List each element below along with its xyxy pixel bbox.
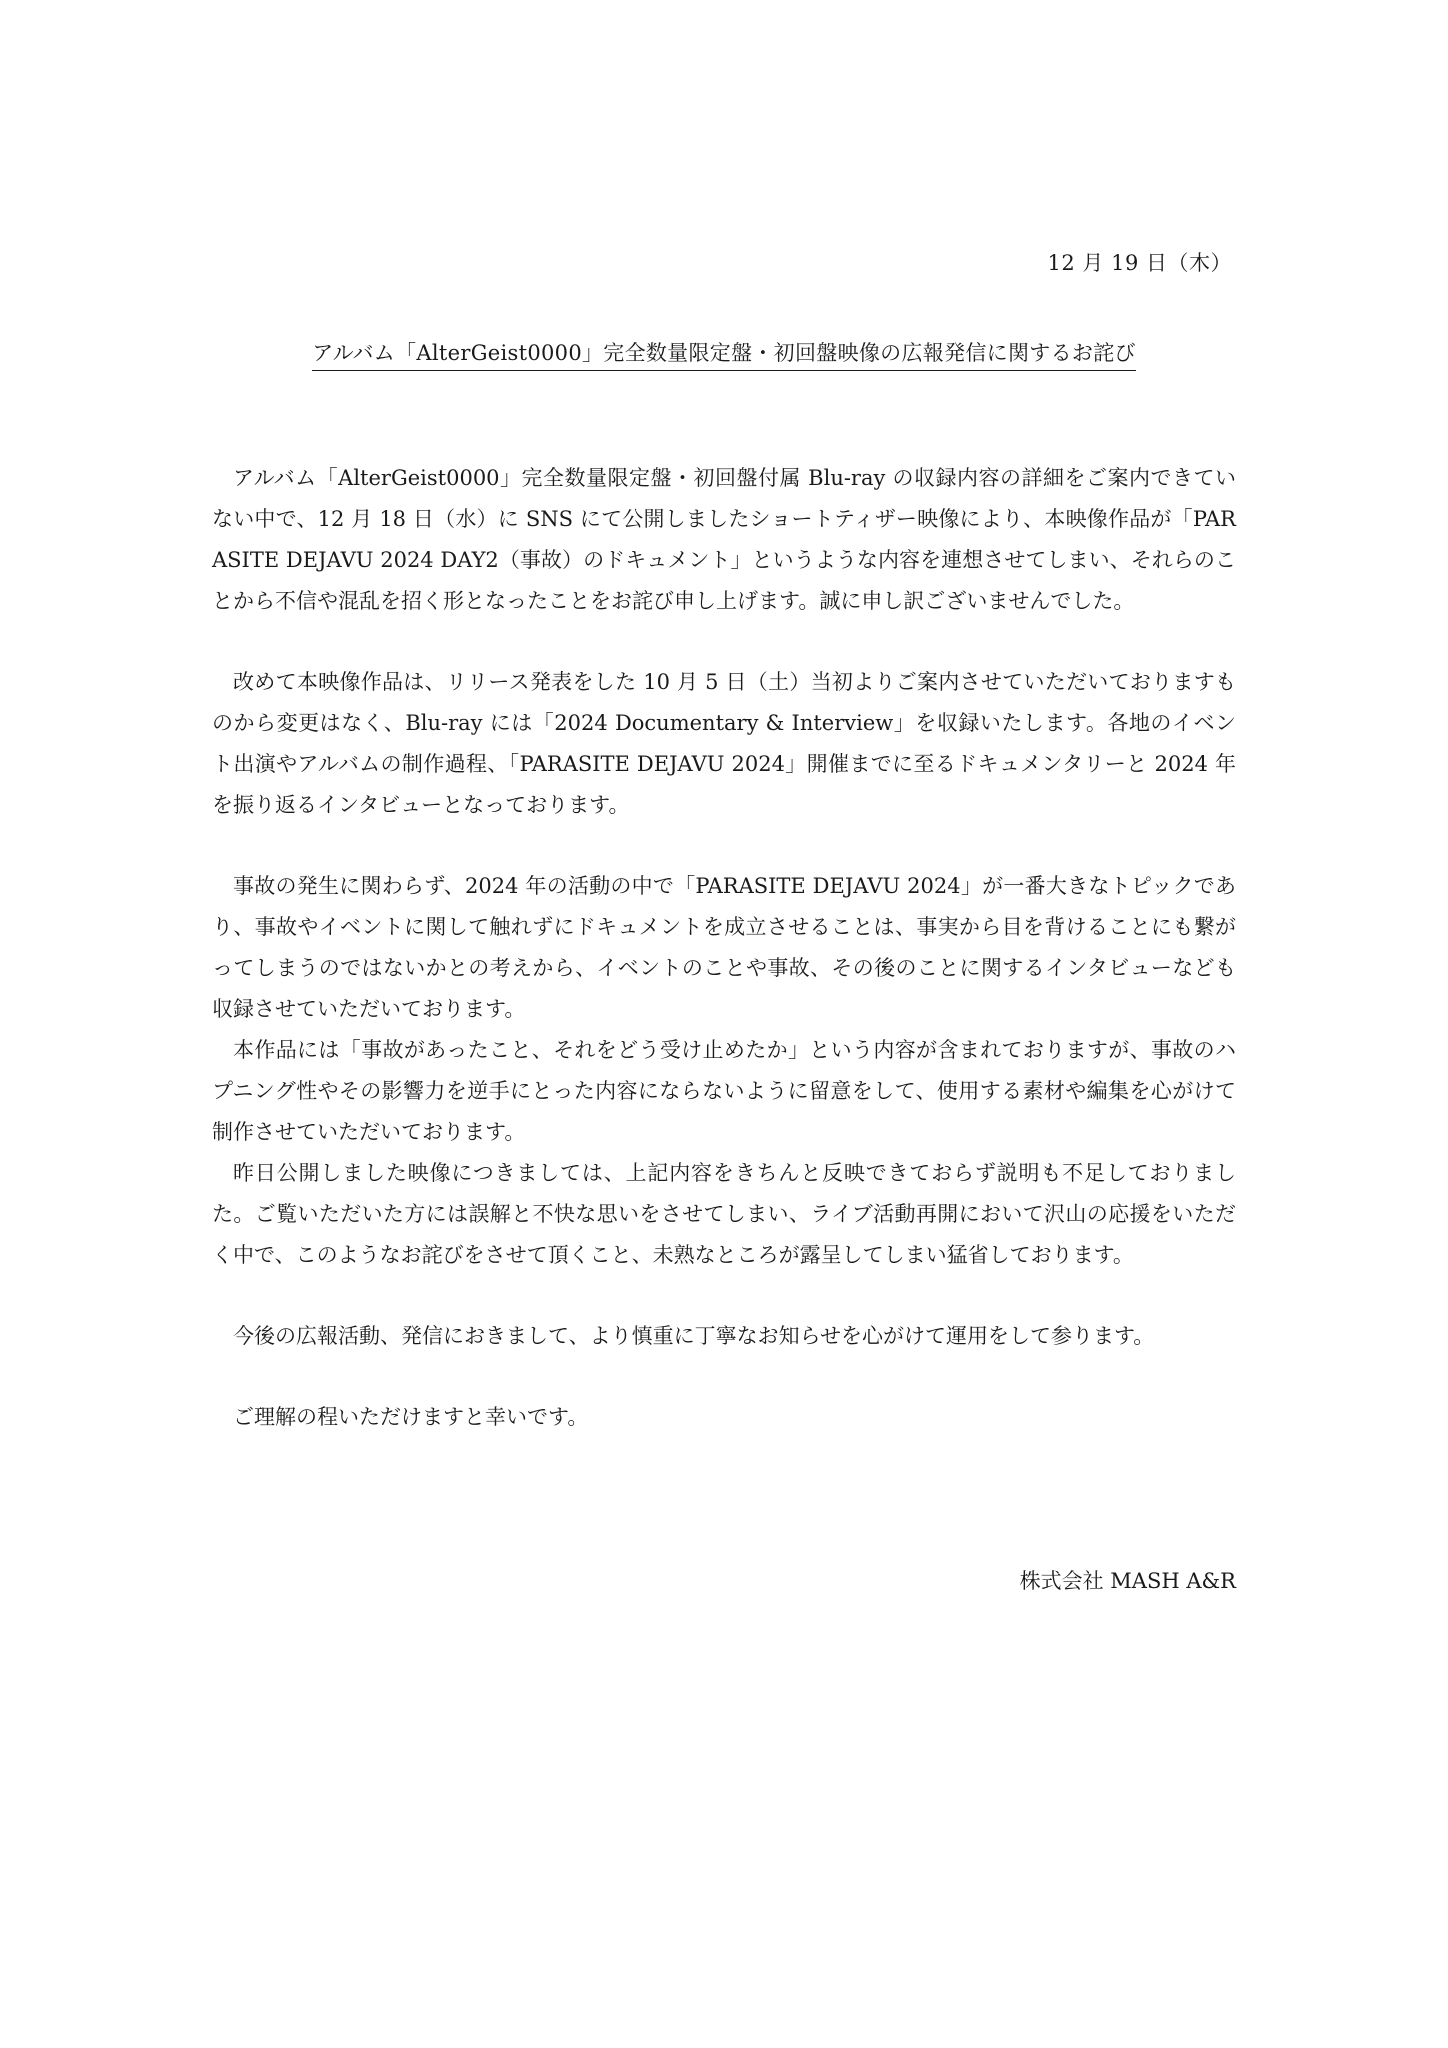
document-body [212, 458, 1236, 1438]
paragraph-production-care: 本作品には「事故があったこと、それをどう受け止めたか」という内容が含まれておりますが、事故のハプニング性やその影響力を逆手にとった内容にならないように留意をして、使用する素材や編集を心がけて制作させていただいております。 [212, 1038, 1236, 1144]
document-date: 12 月 19 日（木） [1047, 251, 1232, 275]
paragraph-apology: アルバム「AlterGeist0000」完全数量限定盤・初回盤付属 Blu-ray の収録内容の詳細をご案内できていない中で、12 月 18 日（水）に SNS にて公開しましたショートティザー映像により、本映像作品が「PARASITE DEJAVU 2024 DAY2（事故）のドキュメント」というような内容を連想させてしまい、それらのことから不信や混乱を招く形となったことをお詫び申し上げます。誠に申し訳ございませんでした。 [212, 466, 1236, 613]
document-title-wrapper [0, 338, 1448, 371]
paragraph-closing: ご理解の程いただけますと幸いです。 [233, 1405, 589, 1429]
paragraph-reflection: 昨日公開しました映像につきましては、上記内容をきちんと反映できておらず説明も不足しておりました。ご覧いただいた方には誤解と不快な思いをさせてしまい、ライブ活動再開において沢山の応援をいただく中で、このようなお詫びをさせて頂くこと、未熟なところが露呈してしまい猛省しております。 [212, 1161, 1236, 1267]
document-title: アルバム「AlterGeist0000」完全数量限定盤・初回盤映像の広報発信に関するお詫び [312, 338, 1136, 371]
company-signature: 株式会社 MASH A&R [1019, 1569, 1236, 1593]
paragraph-gap [212, 1357, 1236, 1397]
paragraph-gap [212, 622, 1236, 662]
paragraph-gap [212, 1276, 1236, 1316]
paragraph-content-explanation: 改めて本映像作品は、リリース発表をした 10 月 5 日（土）当初よりご案内させていただいておりますものから変更はなく、Blu-ray には「2024 Documentary & Interview」を収録いたします。各地のイベント出演やアルバムの制作過程、「PARASITE DEJAVU 2024」開催までに至るドキュメンタリーと 2024 年を振り返るインタビューとなっております。 [212, 670, 1236, 817]
paragraph-gap [212, 826, 1236, 866]
paragraph-future-commitment: 今後の広報活動、発信におきまして、より慎重に丁寧なお知らせを心がけて運用をして参ります。 [233, 1324, 1155, 1348]
paragraph-accident-context: 事故の発生に関わらず、2024 年の活動の中で「PARASITE DEJAVU 2024」が一番大きなトピックであり、事故やイベントに関して触れずにドキュメントを成立させることは、事実から目を背けることにも繋がってしまうのではないかとの考えから、イベントのことや事故、その後のことに関するインタビューなども収録させていただいております。 [212, 874, 1236, 1021]
